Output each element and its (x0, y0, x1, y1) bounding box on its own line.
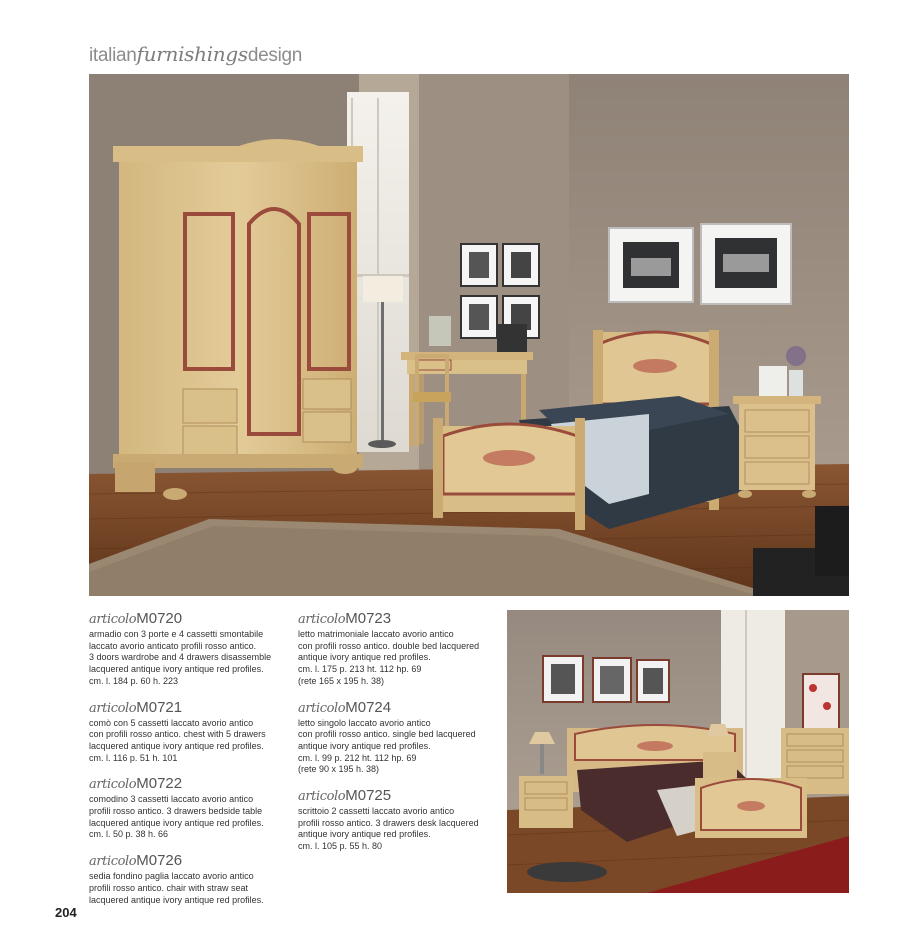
article-heading (89, 611, 294, 628)
article-m0720 (89, 611, 294, 688)
article-m0725 (298, 788, 503, 853)
article-m0723 (298, 611, 503, 688)
article-code: M0720 (136, 610, 183, 627)
article-heading (298, 611, 503, 628)
article-label: articolo (298, 612, 346, 627)
wall-pictures-large (609, 224, 791, 304)
brand-script: furnishings (136, 42, 248, 66)
article-heading (298, 700, 503, 717)
article-code: M0721 (136, 698, 183, 716)
article-label: articolo (89, 777, 137, 793)
wardrobe (113, 139, 363, 500)
article-description: comodino 3 cassetti laccato avorio antico profili rosso antico. 3 drawers bedside table lacquered antique ivory antique red profiles. cm. l. 50 p. 38 h. 66 (89, 794, 264, 840)
article-m0724 (298, 700, 503, 777)
article-description: sedia fondino paglia laccato avorio antico profili rosso antico. chair with straw seat lacquered antique ivory antique red profiles. (89, 871, 264, 905)
article-description: letto matrimoniale laccato avorio antico con profili rosso antico. double bed lacquered antique ivory antique red profiles. cm. l. 175 p. 213 ht. 112 hp. 69 (rete 165 x 195 h. 38) (298, 629, 480, 686)
double-bedroom-photo (507, 610, 849, 893)
article-code: M0724 (345, 698, 392, 716)
article-code: M0722 (136, 775, 183, 793)
article-label: articolo (298, 700, 346, 716)
main-bedroom-illustration (89, 74, 849, 596)
article-m0722 (89, 776, 294, 841)
article-heading (89, 776, 294, 793)
brand-suffix: design (247, 45, 303, 66)
article-label: articolo (89, 612, 137, 627)
main-bedroom-photo (89, 74, 849, 596)
article-code: M0726 (136, 852, 183, 870)
articles-column-right (298, 611, 503, 865)
article-label: articolo (89, 854, 137, 870)
article-heading (89, 700, 294, 717)
double-bedroom-illustration (507, 610, 849, 893)
brand-prefix: italian (89, 45, 137, 66)
article-label: articolo (89, 700, 137, 716)
article-m0721 (89, 700, 294, 765)
article-description: scrittoio 2 cassetti laccato avorio antico profili rosso antico. 3 drawers desk lacquered antique ivory antique red profiles. cm. l. 105 p. 55 h. 80 (298, 806, 479, 852)
page-number: 204 (55, 905, 77, 920)
article-code: M0723 (345, 610, 392, 627)
articles-column-left (89, 611, 294, 918)
article-code: M0725 (345, 787, 392, 805)
article-description: comò con 5 cassetti laccato avorio antico con profili rosso antico. chest with 5 drawers lacquered antique ivory antique red profiles. cm. l. 116 p. 51 h. 101 (89, 717, 266, 763)
article-heading (89, 853, 294, 870)
article-description: letto singolo laccato avorio antico con profili rosso antico. single bed lacquered antique ivory antique red profiles. cm. l. 99 p. 212 ht. 112 hp. 69 (rete 90 x 195 h. 38) (298, 717, 476, 775)
article-m0726 (89, 853, 294, 906)
article-label: articolo (298, 789, 346, 805)
brand-logo (89, 42, 302, 67)
article-heading (298, 788, 503, 805)
article-description: armadio con 3 porte e 4 cassetti smontabile laccato avorio anticato profili rosso antico. 3 doors wardrobe and 4 drawers disassemble lacquered antique ivory antique red profiles. cm. l. 184 p. 60 h. 223 (89, 629, 272, 686)
